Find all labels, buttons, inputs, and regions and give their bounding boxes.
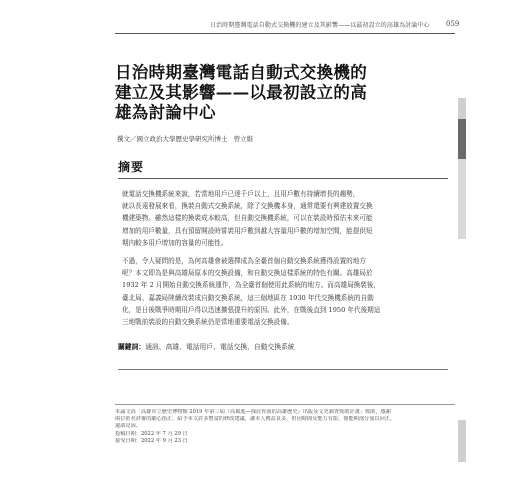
title-line: 日治時期臺灣電話自動式交換機的: [115, 63, 367, 82]
abstract-paragraph-2: [122, 255, 448, 328]
text-line: 臺北局、嘉義局陸續改裝成自動交換系統，這三個地區在 1930 年代交換機系統的自動: [122, 293, 374, 302]
text-line: 呢？本文即為是與高雄局原本的交換設備，和自動交換這樣系統的特色有關。高雄局於: [122, 269, 373, 278]
keywords-list: 通訊、高雄、電話用戶、電話交換、自動交換系統: [145, 343, 295, 351]
side-tab-marker-dark: [458, 119, 466, 159]
text-line: 化，是日後戰爭時期用戶得以迅速擴張提升的原因。此外，在戰後直到 1950 年代後期這: [122, 305, 381, 314]
abstract-heading: 摘要: [118, 160, 145, 174]
text-line: 三地戰前裝設的自動交換系統仍是當地重要電話交換設備。: [122, 318, 294, 327]
keywords-label: 關鍵詞：: [118, 343, 146, 351]
title-line: 建立及其影響——以最初設立的高: [115, 83, 367, 102]
byline-author: 曾立維: [233, 135, 254, 143]
footnote-rule: [115, 404, 455, 405]
footnote-accepted-date: 接受日期：2022 年 9 月 23 日: [115, 437, 188, 444]
footnote-line: 本論文爲「高雄市立歷史博物館 2019 年第三屆『高風進—探討你我的高雄歷史』出版及文史調查獎助計畫」獎助，感謝: [115, 409, 391, 415]
side-tab-marker-lower: [458, 420, 466, 462]
page-number: 059: [446, 20, 460, 28]
abstract-rule: [118, 178, 448, 179]
article-title: [115, 63, 445, 123]
running-header: 日治時期臺灣電話自動式交換機的建立及其影響——以最初設立的高雄為討論中心: [210, 22, 430, 29]
title-line: 雄為討論中心: [115, 103, 216, 122]
text-line: 增加的用戶數量，具有預留開設時嘗裝用戶數到越大容量用戶數的增加空間，能提供短: [122, 226, 373, 235]
text-line: 不過，令人疑問的是，為何高雄會被選擇成為全臺首個自動交換系統獲得設置的地方: [122, 257, 366, 265]
side-tab-marker-light: [458, 159, 466, 239]
abstract-paragraph-1: [122, 188, 448, 249]
footnote-line: 還請見諒。: [115, 423, 141, 430]
keywords-rule: [118, 369, 448, 370]
side-tab-marker: [458, 98, 466, 119]
text-line: 機建築物。雖然這樣的換裝成本較高，但自動交換機系統，可以在裝設時預估未來可能: [122, 214, 373, 223]
byline: [117, 134, 257, 143]
footnote-line: 兩位匿名評審的細心指正，給予本文許多豐富的修改建議，讓本人獲益良多，但因時間及能力有限，僅能期部分加以回正，: [115, 416, 396, 423]
text-line: 1932 年 2 月開始自動交換系統運作，為全臺首個使用此系統的地方。而高雄局換裝後，: [122, 281, 381, 290]
footnote-submitted-date: 投稿日期：2022 年 7 月 29 日: [115, 430, 188, 437]
text-line: 就以長遠發展來看，換裝自動式交換系統，除了交換機本身，通常還要有興建放置交換: [122, 202, 373, 211]
keywords: [118, 341, 295, 351]
text-line: 就電話交換機系統來說，若當地用戶已達千戶以上，且用戶數有持續增長的趨勢，: [122, 190, 360, 198]
byline-role: 撰文／國立政治大學歷史學研究所博士: [117, 135, 228, 143]
text-line: 期內較多用戶增加的容量的可能性。: [122, 238, 228, 247]
footnote: [115, 409, 455, 445]
header-rule: [115, 33, 455, 34]
